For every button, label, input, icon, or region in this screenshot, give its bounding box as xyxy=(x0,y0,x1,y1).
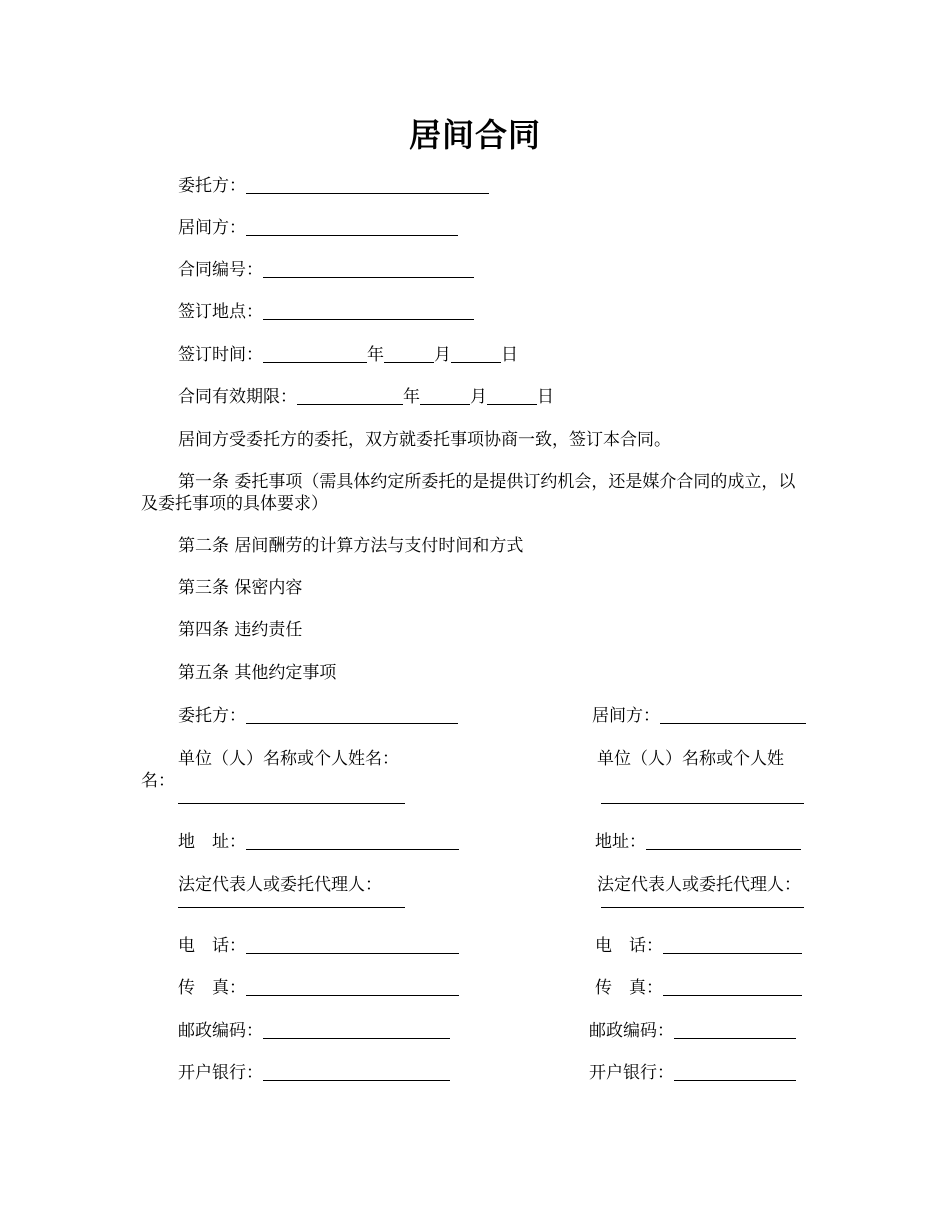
right-address-field xyxy=(595,830,801,854)
contract-no-blank[interactable] xyxy=(263,259,474,278)
intermediary-label: 居间方： xyxy=(178,218,246,238)
left-postcode-blank[interactable] xyxy=(263,1020,450,1039)
right-address-label: 地址： xyxy=(595,832,646,852)
left-rep-blank[interactable] xyxy=(178,907,405,908)
right-party-label: 居间方： xyxy=(592,706,660,726)
right-name-label: 单位（人）名称或个人姓 xyxy=(597,749,784,769)
left-fax-blank[interactable] xyxy=(246,977,459,996)
validity-field xyxy=(178,385,554,409)
right-bank-blank[interactable] xyxy=(674,1062,796,1081)
day-label: 日 xyxy=(501,345,518,365)
sign-month-blank[interactable] xyxy=(384,344,434,363)
left-party-field xyxy=(178,704,458,728)
right-postcode-label: 邮政编码： xyxy=(589,1021,674,1041)
validity-day-blank[interactable] xyxy=(487,386,537,405)
right-fax-blank[interactable] xyxy=(663,977,802,996)
left-party-blank[interactable] xyxy=(246,705,458,724)
left-phone-blank[interactable] xyxy=(246,935,459,954)
principal-label: 委托方： xyxy=(178,176,246,196)
right-fax-label: 传 真： xyxy=(595,978,663,998)
right-phone-blank[interactable] xyxy=(663,935,802,954)
validity-label: 合同有效期限： xyxy=(178,387,297,407)
left-party-label: 委托方： xyxy=(178,706,246,726)
sign-day-blank[interactable] xyxy=(451,344,501,363)
intermediary-field xyxy=(178,216,458,240)
right-fax-field xyxy=(595,976,802,1000)
left-name-blank[interactable] xyxy=(178,803,405,804)
validity-month-blank[interactable] xyxy=(420,386,470,405)
right-bank-field xyxy=(589,1061,796,1085)
right-phone-field xyxy=(595,934,802,958)
right-phone-label: 电 话： xyxy=(595,936,663,956)
right-rep-label: 法定代表人或委托代理人： xyxy=(597,875,801,895)
sign-place-blank[interactable] xyxy=(263,301,474,320)
contract-no-field xyxy=(178,258,474,282)
intro-paragraph: 居间方受委托方的委托，双方就委托事项协商一致，签订本合同。 xyxy=(178,430,671,450)
right-name-blank[interactable] xyxy=(601,803,804,804)
right-address-blank[interactable] xyxy=(646,831,801,850)
left-fax-field xyxy=(178,976,459,1000)
article-1: 第一条 委托事项（需具体约定所委托的是提供订约机会，还是媒介合同的成立，以及委托事项的具体要求） xyxy=(141,472,796,514)
sign-time-field xyxy=(178,343,518,367)
left-postcode-field xyxy=(178,1019,450,1043)
principal-blank[interactable] xyxy=(246,175,489,194)
left-bank-field xyxy=(178,1061,450,1085)
right-postcode-field xyxy=(589,1019,796,1043)
month-label: 月 xyxy=(434,345,451,365)
validity-day-label: 日 xyxy=(537,387,554,407)
article-5: 第五条 其他约定事项 xyxy=(178,663,337,683)
validity-year-blank[interactable] xyxy=(297,386,403,405)
left-fax-label: 传 真： xyxy=(178,978,246,998)
validity-month-label: 月 xyxy=(470,387,487,407)
article-2: 第二条 居间酬劳的计算方法与支付时间和方式 xyxy=(178,536,524,556)
sign-year-blank[interactable] xyxy=(263,344,367,363)
left-address-field xyxy=(178,830,459,854)
left-phone-field xyxy=(178,934,459,958)
right-postcode-blank[interactable] xyxy=(674,1020,796,1039)
right-party-field xyxy=(592,704,806,728)
article-4: 第四条 违约责任 xyxy=(178,620,303,640)
intermediary-blank[interactable] xyxy=(246,217,458,236)
right-rep-blank[interactable] xyxy=(601,907,804,908)
left-address-label: 地 址： xyxy=(178,832,246,852)
left-bank-blank[interactable] xyxy=(263,1062,450,1081)
year-label: 年 xyxy=(367,345,384,365)
left-postcode-label: 邮政编码： xyxy=(178,1021,263,1041)
sign-place-field xyxy=(178,300,474,324)
article-3: 第三条 保密内容 xyxy=(178,578,303,598)
left-rep-label: 法定代表人或委托代理人： xyxy=(178,875,382,895)
left-phone-label: 电 话： xyxy=(178,936,246,956)
validity-year-label: 年 xyxy=(403,387,420,407)
right-party-blank[interactable] xyxy=(660,705,806,724)
contract-no-label: 合同编号： xyxy=(178,260,263,280)
right-bank-label: 开户银行： xyxy=(589,1063,674,1083)
left-name-label: 单位（人）名称或个人姓名： xyxy=(178,749,399,769)
left-address-blank[interactable] xyxy=(246,831,459,850)
principal-field xyxy=(178,174,489,198)
document-title: 居间合同 xyxy=(408,116,541,154)
sign-time-label: 签订时间： xyxy=(178,345,263,365)
sign-place-label: 签订地点： xyxy=(178,302,263,322)
left-name-wrap: 名： xyxy=(141,771,175,791)
left-bank-label: 开户银行： xyxy=(178,1063,263,1083)
